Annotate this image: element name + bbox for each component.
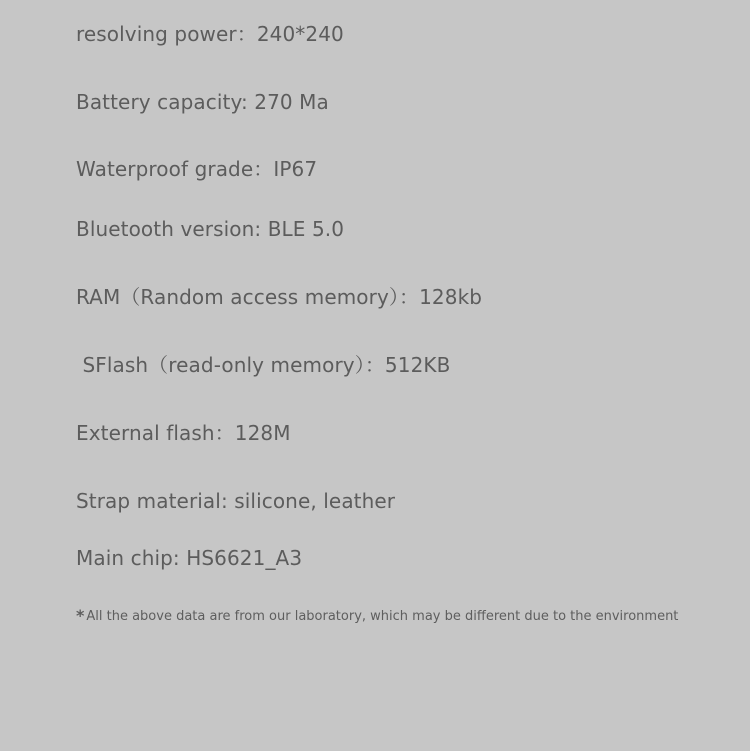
spec-sflash: SFlash（read-only memory）：512KB [76, 353, 451, 377]
spec-strap-material: Strap material: silicone, leather [76, 489, 396, 513]
footnote-text: All the above data are from our laboratory, which may be different due to the environment [86, 609, 679, 624]
spec-ram: RAM（Random access memory）：128kb [76, 285, 483, 309]
spec-bluetooth-version: Bluetooth version: BLE 5.0 [76, 217, 345, 241]
spec-external-flash: External flash：128M [76, 421, 291, 445]
spec-waterproof-grade: Waterproof grade：IP67 [76, 157, 318, 181]
spec-main-chip: Main chip: HS6621_A3 [76, 546, 303, 570]
spec-battery-capacity: Battery capacity: 270 Ma [76, 90, 329, 114]
footnote [76, 607, 678, 626]
spec-resolving-power: resolving power：240*240 [76, 22, 344, 46]
asterisk-icon: * [76, 606, 85, 625]
